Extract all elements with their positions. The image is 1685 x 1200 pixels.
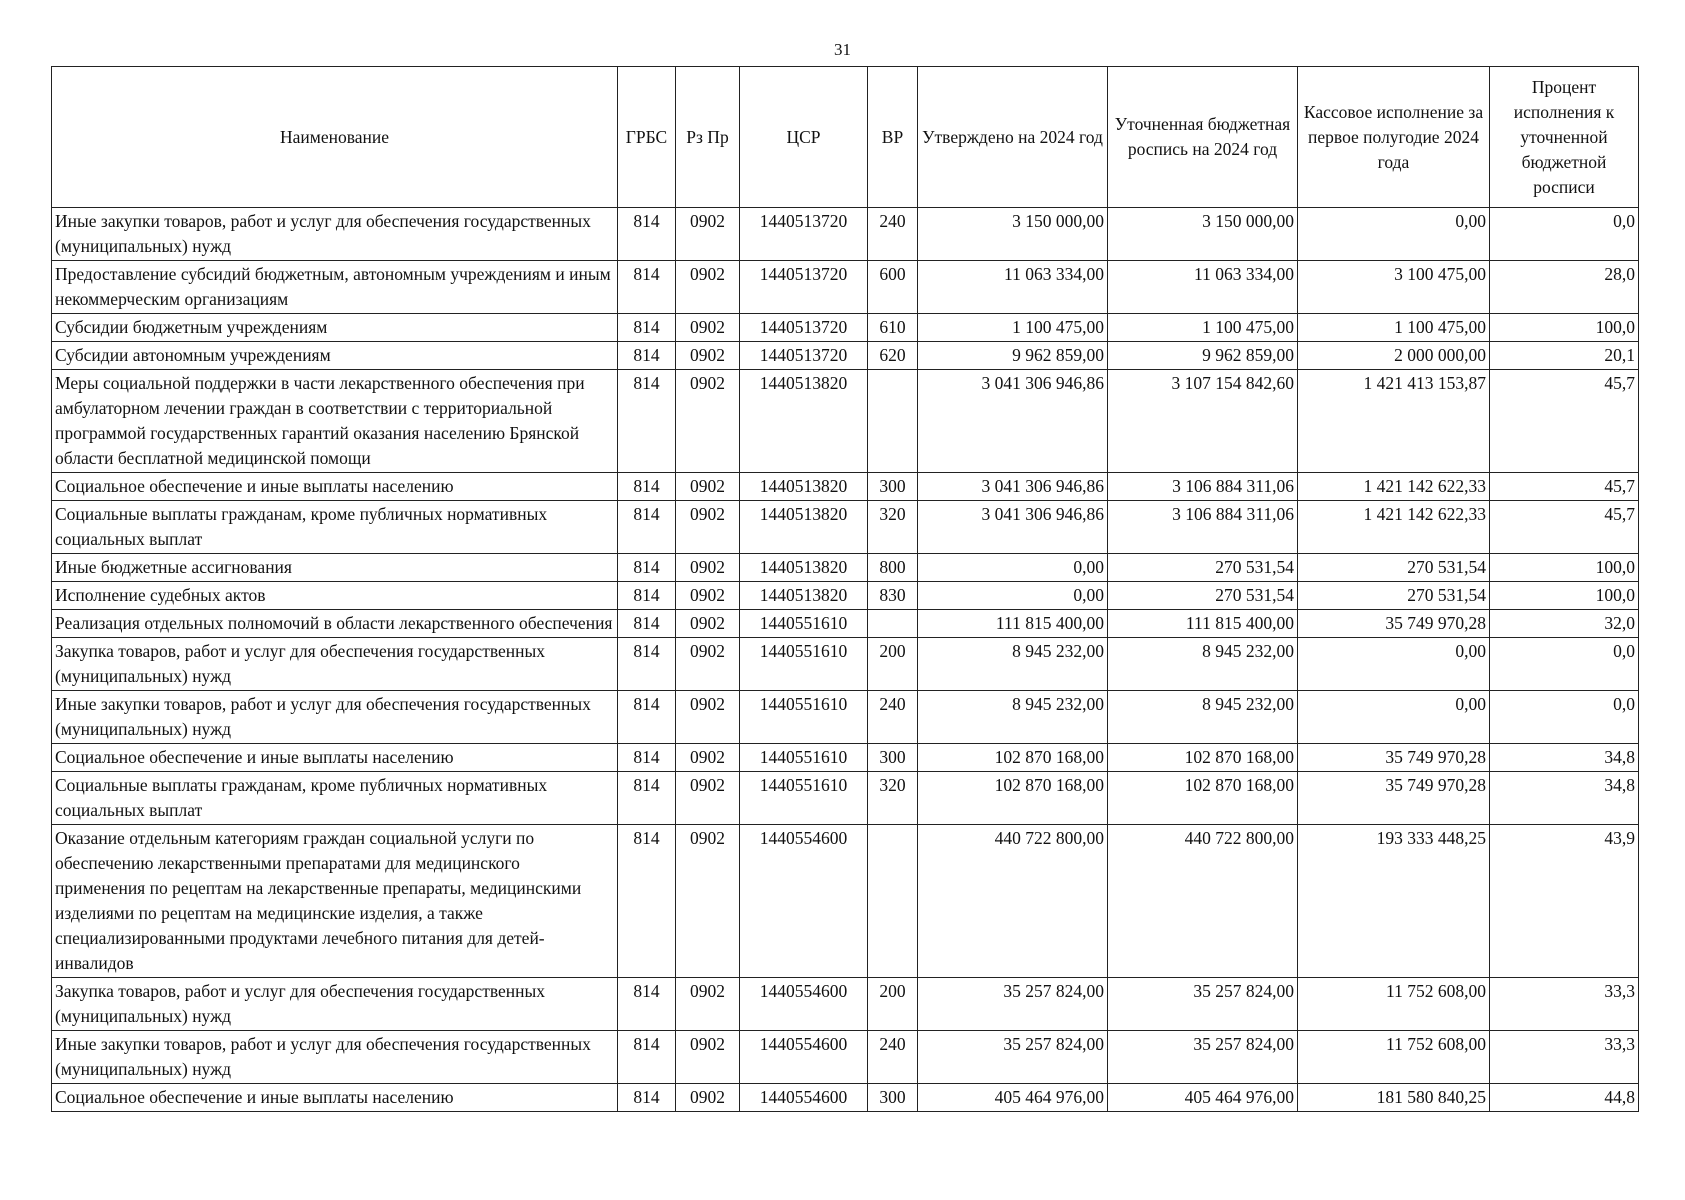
cell-rzpr: 0902 <box>676 610 740 638</box>
cell-vr: 240 <box>868 208 918 261</box>
cell-approved: 3 150 000,00 <box>918 208 1108 261</box>
table-row <box>52 208 1639 261</box>
cell-rzpr: 0902 <box>676 825 740 978</box>
cell-percent: 100,0 <box>1490 314 1639 342</box>
header-csr: ЦСР <box>740 67 868 208</box>
cell-csr: 1440551610 <box>740 744 868 772</box>
cell-approved: 1 100 475,00 <box>918 314 1108 342</box>
cell-refined: 270 531,54 <box>1108 554 1298 582</box>
cell-refined: 3 106 884 311,06 <box>1108 501 1298 554</box>
cell-executed: 0,00 <box>1298 691 1490 744</box>
cell-rzpr: 0902 <box>676 342 740 370</box>
cell-csr: 1440551610 <box>740 638 868 691</box>
cell-name: Субсидии бюджетным учреждениям <box>52 314 618 342</box>
cell-refined: 3 106 884 311,06 <box>1108 473 1298 501</box>
cell-approved: 0,00 <box>918 582 1108 610</box>
cell-percent: 45,7 <box>1490 370 1639 473</box>
cell-rzpr: 0902 <box>676 1031 740 1084</box>
cell-vr: 830 <box>868 582 918 610</box>
cell-percent: 34,8 <box>1490 772 1639 825</box>
cell-grbs: 814 <box>618 261 676 314</box>
cell-refined: 440 722 800,00 <box>1108 825 1298 978</box>
cell-percent: 34,8 <box>1490 744 1639 772</box>
cell-name: Иные бюджетные ассигнования <box>52 554 618 582</box>
cell-vr: 300 <box>868 473 918 501</box>
cell-rzpr: 0902 <box>676 261 740 314</box>
table-row <box>52 978 1639 1031</box>
page-number: 31 <box>834 40 851 59</box>
cell-refined: 8 945 232,00 <box>1108 691 1298 744</box>
cell-name: Социальные выплаты гражданам, кроме публичных нормативных социальных выплат <box>52 772 618 825</box>
cell-refined: 3 150 000,00 <box>1108 208 1298 261</box>
cell-percent: 45,7 <box>1490 473 1639 501</box>
table-row <box>52 744 1639 772</box>
cell-refined: 35 257 824,00 <box>1108 978 1298 1031</box>
cell-percent: 28,0 <box>1490 261 1639 314</box>
cell-rzpr: 0902 <box>676 772 740 825</box>
cell-grbs: 814 <box>618 772 676 825</box>
cell-executed: 1 421 142 622,33 <box>1298 473 1490 501</box>
cell-approved: 3 041 306 946,86 <box>918 501 1108 554</box>
cell-percent: 100,0 <box>1490 554 1639 582</box>
cell-rzpr: 0902 <box>676 370 740 473</box>
cell-vr: 600 <box>868 261 918 314</box>
cell-rzpr: 0902 <box>676 501 740 554</box>
cell-csr: 1440551610 <box>740 772 868 825</box>
cell-grbs: 814 <box>618 1084 676 1112</box>
cell-refined: 111 815 400,00 <box>1108 610 1298 638</box>
cell-percent: 33,3 <box>1490 1031 1639 1084</box>
header-percent: Процент исполнения к уточненной бюджетной росписи <box>1490 67 1639 208</box>
cell-percent: 0,0 <box>1490 638 1639 691</box>
cell-grbs: 814 <box>618 610 676 638</box>
cell-executed: 11 752 608,00 <box>1298 978 1490 1031</box>
cell-csr: 1440513820 <box>740 370 868 473</box>
cell-executed: 11 752 608,00 <box>1298 1031 1490 1084</box>
header-refined: Уточненная бюджетная роспись на 2024 год <box>1108 67 1298 208</box>
cell-executed: 0,00 <box>1298 208 1490 261</box>
cell-rzpr: 0902 <box>676 582 740 610</box>
cell-percent: 20,1 <box>1490 342 1639 370</box>
cell-rzpr: 0902 <box>676 314 740 342</box>
cell-percent: 44,8 <box>1490 1084 1639 1112</box>
table-row <box>52 691 1639 744</box>
cell-rzpr: 0902 <box>676 554 740 582</box>
cell-csr: 1440513820 <box>740 582 868 610</box>
cell-approved: 35 257 824,00 <box>918 978 1108 1031</box>
cell-executed: 270 531,54 <box>1298 582 1490 610</box>
cell-refined: 3 107 154 842,60 <box>1108 370 1298 473</box>
cell-approved: 440 722 800,00 <box>918 825 1108 978</box>
table-row <box>52 370 1639 473</box>
cell-approved: 35 257 824,00 <box>918 1031 1108 1084</box>
cell-approved: 405 464 976,00 <box>918 1084 1108 1112</box>
cell-csr: 1440513720 <box>740 261 868 314</box>
cell-name: Иные закупки товаров, работ и услуг для обеспечения государственных (муниципальных) нужд <box>52 691 618 744</box>
cell-grbs: 814 <box>618 582 676 610</box>
cell-grbs: 814 <box>618 825 676 978</box>
cell-csr: 1440513720 <box>740 208 868 261</box>
cell-executed: 1 421 413 153,87 <box>1298 370 1490 473</box>
cell-rzpr: 0902 <box>676 691 740 744</box>
cell-grbs: 814 <box>618 501 676 554</box>
header-vr: ВР <box>868 67 918 208</box>
header-rzpr: Рз Пр <box>676 67 740 208</box>
cell-rzpr: 0902 <box>676 208 740 261</box>
cell-rzpr: 0902 <box>676 473 740 501</box>
cell-rzpr: 0902 <box>676 1084 740 1112</box>
cell-vr: 240 <box>868 691 918 744</box>
table-row <box>52 501 1639 554</box>
cell-executed: 193 333 448,25 <box>1298 825 1490 978</box>
cell-csr: 1440513720 <box>740 342 868 370</box>
cell-rzpr: 0902 <box>676 638 740 691</box>
cell-refined: 9 962 859,00 <box>1108 342 1298 370</box>
table-row <box>52 473 1639 501</box>
cell-grbs: 814 <box>618 208 676 261</box>
cell-executed: 2 000 000,00 <box>1298 342 1490 370</box>
table-row <box>52 554 1639 582</box>
cell-percent: 32,0 <box>1490 610 1639 638</box>
table-header-row <box>52 67 1639 208</box>
cell-rzpr: 0902 <box>676 744 740 772</box>
cell-executed: 1 421 142 622,33 <box>1298 501 1490 554</box>
cell-executed: 35 749 970,28 <box>1298 772 1490 825</box>
cell-approved: 9 962 859,00 <box>918 342 1108 370</box>
cell-approved: 102 870 168,00 <box>918 772 1108 825</box>
cell-name: Субсидии автономным учреждениям <box>52 342 618 370</box>
cell-approved: 8 945 232,00 <box>918 691 1108 744</box>
cell-grbs: 814 <box>618 314 676 342</box>
cell-name: Иные закупки товаров, работ и услуг для обеспечения государственных (муниципальных) нужд <box>52 1031 618 1084</box>
cell-executed: 35 749 970,28 <box>1298 610 1490 638</box>
cell-csr: 1440551610 <box>740 691 868 744</box>
table-row <box>52 314 1639 342</box>
table-body <box>52 208 1639 1112</box>
cell-executed: 1 100 475,00 <box>1298 314 1490 342</box>
cell-name: Социальное обеспечение и иные выплаты населению <box>52 1084 618 1112</box>
cell-approved: 3 041 306 946,86 <box>918 370 1108 473</box>
cell-csr: 1440554600 <box>740 1084 868 1112</box>
table-row <box>52 772 1639 825</box>
table-row <box>52 610 1639 638</box>
cell-grbs: 814 <box>618 1031 676 1084</box>
cell-vr: 610 <box>868 314 918 342</box>
cell-vr <box>868 370 918 473</box>
cell-percent: 45,7 <box>1490 501 1639 554</box>
cell-grbs: 814 <box>618 978 676 1031</box>
cell-approved: 111 815 400,00 <box>918 610 1108 638</box>
cell-vr: 240 <box>868 1031 918 1084</box>
cell-name: Исполнение судебных актов <box>52 582 618 610</box>
cell-rzpr: 0902 <box>676 978 740 1031</box>
cell-percent: 33,3 <box>1490 978 1639 1031</box>
cell-grbs: 814 <box>618 744 676 772</box>
cell-percent: 100,0 <box>1490 582 1639 610</box>
cell-executed: 35 749 970,28 <box>1298 744 1490 772</box>
cell-vr: 200 <box>868 638 918 691</box>
cell-csr: 1440554600 <box>740 825 868 978</box>
cell-refined: 102 870 168,00 <box>1108 772 1298 825</box>
cell-name: Предоставление субсидий бюджетным, автономным учреждениям и иным некоммерческим организациям <box>52 261 618 314</box>
cell-percent: 43,9 <box>1490 825 1639 978</box>
cell-executed: 270 531,54 <box>1298 554 1490 582</box>
cell-name: Социальные выплаты гражданам, кроме публичных нормативных социальных выплат <box>52 501 618 554</box>
cell-executed: 3 100 475,00 <box>1298 261 1490 314</box>
cell-refined: 8 945 232,00 <box>1108 638 1298 691</box>
cell-name: Закупка товаров, работ и услуг для обеспечения государственных (муниципальных) нужд <box>52 638 618 691</box>
cell-refined: 1 100 475,00 <box>1108 314 1298 342</box>
cell-vr: 620 <box>868 342 918 370</box>
cell-grbs: 814 <box>618 691 676 744</box>
cell-vr: 320 <box>868 501 918 554</box>
budget-table <box>51 66 1639 1112</box>
cell-grbs: 814 <box>618 370 676 473</box>
cell-percent: 0,0 <box>1490 691 1639 744</box>
cell-approved: 8 945 232,00 <box>918 638 1108 691</box>
cell-grbs: 814 <box>618 342 676 370</box>
cell-executed: 0,00 <box>1298 638 1490 691</box>
table-row <box>52 825 1639 978</box>
cell-approved: 3 041 306 946,86 <box>918 473 1108 501</box>
budget-table-container <box>51 66 1639 1112</box>
cell-vr: 300 <box>868 744 918 772</box>
cell-name: Меры социальной поддержки в части лекарственного обеспечения при амбулаторном лечении граждан в соответствии с территориальной программой государственных гарантий оказания населению Брянской области бесплатной медицинской помощи <box>52 370 618 473</box>
cell-vr <box>868 610 918 638</box>
cell-csr: 1440554600 <box>740 978 868 1031</box>
cell-vr: 800 <box>868 554 918 582</box>
table-row <box>52 261 1639 314</box>
cell-csr: 1440513720 <box>740 314 868 342</box>
cell-vr: 320 <box>868 772 918 825</box>
cell-csr: 1440551610 <box>740 610 868 638</box>
cell-csr: 1440554600 <box>740 1031 868 1084</box>
cell-grbs: 814 <box>618 638 676 691</box>
table-row <box>52 1084 1639 1112</box>
cell-grbs: 814 <box>618 554 676 582</box>
cell-name: Оказание отдельным категориям граждан социальной услуги по обеспечению лекарственными препаратами для медицинского применения по рецептам на лекарственные препараты, медицинскими изделиями по рецептам на медицинские изделия, а также специализированными продуктами лечебного питания для детей-инвалидов <box>52 825 618 978</box>
cell-executed: 181 580 840,25 <box>1298 1084 1490 1112</box>
cell-approved: 11 063 334,00 <box>918 261 1108 314</box>
cell-refined: 270 531,54 <box>1108 582 1298 610</box>
header-grbs: ГРБС <box>618 67 676 208</box>
cell-csr: 1440513820 <box>740 554 868 582</box>
cell-vr: 300 <box>868 1084 918 1112</box>
cell-refined: 102 870 168,00 <box>1108 744 1298 772</box>
cell-name: Социальное обеспечение и иные выплаты населению <box>52 744 618 772</box>
table-row <box>52 1031 1639 1084</box>
header-approved: Утверждено на 2024 год <box>918 67 1108 208</box>
cell-vr <box>868 825 918 978</box>
cell-grbs: 814 <box>618 473 676 501</box>
table-row <box>52 638 1639 691</box>
cell-name: Реализация отдельных полномочий в области лекарственного обеспечения <box>52 610 618 638</box>
cell-name: Закупка товаров, работ и услуг для обеспечения государственных (муниципальных) нужд <box>52 978 618 1031</box>
cell-refined: 405 464 976,00 <box>1108 1084 1298 1112</box>
cell-approved: 0,00 <box>918 554 1108 582</box>
table-row <box>52 342 1639 370</box>
cell-name: Социальное обеспечение и иные выплаты населению <box>52 473 618 501</box>
header-name: Наименование <box>52 67 618 208</box>
table-row <box>52 582 1639 610</box>
cell-refined: 11 063 334,00 <box>1108 261 1298 314</box>
cell-percent: 0,0 <box>1490 208 1639 261</box>
header-executed: Кассовое исполнение за первое полугодие 2024 года <box>1298 67 1490 208</box>
cell-csr: 1440513820 <box>740 473 868 501</box>
cell-vr: 200 <box>868 978 918 1031</box>
cell-approved: 102 870 168,00 <box>918 744 1108 772</box>
cell-refined: 35 257 824,00 <box>1108 1031 1298 1084</box>
cell-csr: 1440513820 <box>740 501 868 554</box>
cell-name: Иные закупки товаров, работ и услуг для обеспечения государственных (муниципальных) нужд <box>52 208 618 261</box>
